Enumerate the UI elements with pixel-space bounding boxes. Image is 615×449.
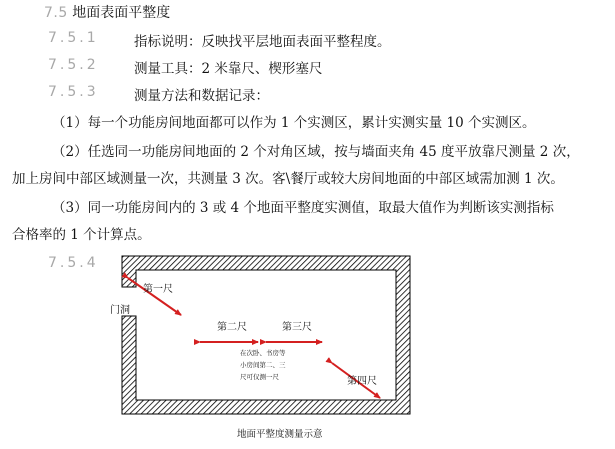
item-number-7-5-3: 7.5.3 <box>48 84 99 100</box>
door-label: 门洞 <box>110 305 130 316</box>
ruler-1-label: 第一尺 <box>143 284 173 295</box>
ruler-2-label: 第二尺 <box>217 322 247 333</box>
item-text-7-5-2: 测量工具：2 米靠尺、楔形塞尺 <box>134 61 323 77</box>
paragraph-2-line-1: （2）任选同一功能房间地面的 2 个对角区域，按与墙面夹角 45 度平放靠尺测量 2 次， <box>52 144 580 160</box>
item-text-7-5-3: 测量方法和数据记录： <box>134 88 269 104</box>
note-line-2: 小房间第二、三 <box>240 361 286 369</box>
diagram-caption: 地面平整度测量示意 <box>237 429 323 440</box>
item-number-7-5-4: 7.5.4 <box>48 255 99 271</box>
ruler-3-label: 第三尺 <box>282 322 312 333</box>
note-line-1: 在次卧、书房等 <box>240 349 286 357</box>
ruler-4-label: 第四尺 <box>347 376 377 387</box>
paragraph-3-line-1: （3）同一功能房间内的 3 或 4 个地面平整度实测值，取最大值作为判断该实测指标 <box>52 200 554 216</box>
room-walls <box>122 256 410 414</box>
section-number: 7.5 <box>44 5 68 21</box>
section-title: 地面表面平整度 <box>72 5 171 21</box>
paragraph-3-line-2: 合格率的 1 个计算点。 <box>12 227 151 243</box>
item-number-7-5-2: 7.5.2 <box>48 57 99 73</box>
item-number-7-5-1: 7.5.1 <box>48 30 99 46</box>
note-line-3: 尺可仅测一尺 <box>240 373 279 381</box>
item-text-7-5-1: 指标说明：反映找平层地面表面平整程度。 <box>134 34 391 50</box>
paragraph-2-line-2: 加上房间中部区域测量一次，共测量 3 次。客\餐厅或较大房间地面的中部区域需加测 1 次。 <box>12 171 564 187</box>
paragraph-1: （1）每一个功能房间地面都可以作为 1 个实测区，累计实测实量 10 个实测区。 <box>52 115 536 131</box>
